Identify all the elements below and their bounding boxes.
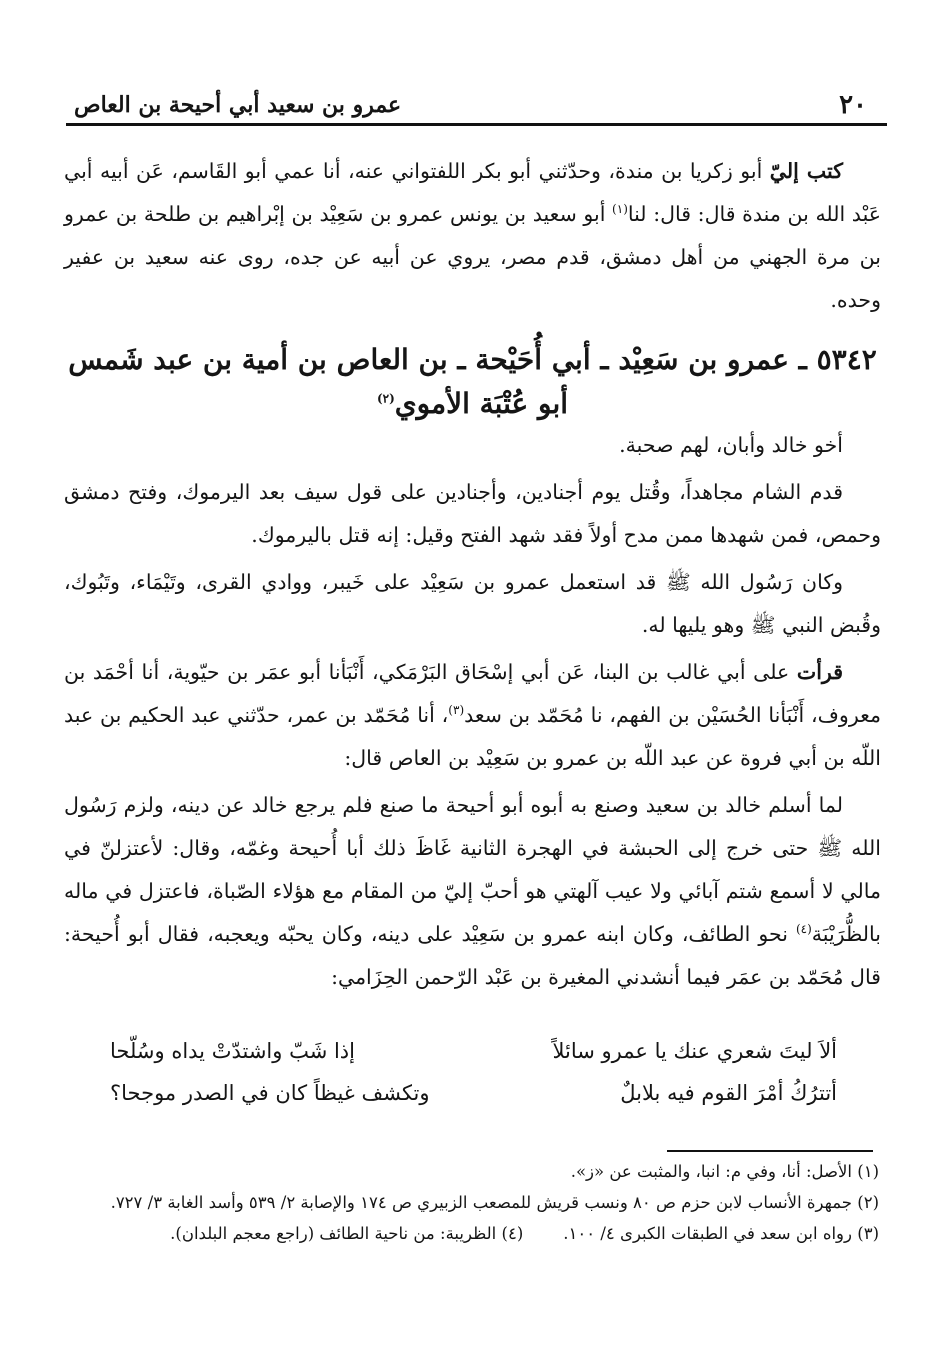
paragraph-4-text-a: على أبي غالب بن البنا، عَن أبي إسْحَاق البَرْمَكي، أَنْبَأنا أبو عمَر بن حيّوية، أنا أحْمَد بن معروف، أَنْبَأنا الحُسَيْن بن الفهم، نا مُحَمّد بن سعد: [64, 660, 881, 727]
verse-2-first-hemistich: أتترُكُ أمْرَ القوم فيه بلابلٌ: [620, 1081, 837, 1105]
entry-kunya-text: أبو عُتْبَة الأموي: [394, 387, 569, 420]
paragraph-1: أخو خالد وأبان، لهم صحبة.: [619, 433, 843, 457]
poem: [110, 1030, 837, 1114]
paragraph-4-text-b: ، أنا مُحَمّد بن عمر، حدّثني عبد الحكيم بن عبد اللّه بن أبي فروة عن عبد اللّه بن عمرو بن سَعِيْد بن العاص قال:: [64, 703, 881, 770]
footnote-4: (٤) الظريبة: من ناحية الطائف (راجع معجم البلدان).: [170, 1224, 524, 1243]
footnotes-row: [66, 1218, 879, 1249]
footnote-2: (٢) جمهرة الأنساب لابن حزم ص ٨٠ ونسب قريش للمصعب الزبيري ص ١٧٤ والإصابة ٢/ ٥٣٩ وأسد الغابة ٣/ ٧٢٧.: [110, 1193, 879, 1212]
paragraph-3: وكان رَسُول الله ﷺ قد استعمل عمرو بن سَعِيْد على خَيبر، ووادي القرى، وتَيْمَاء، وتَبُوك، وقُبض النبي ﷺ وهو يليها له.: [64, 570, 881, 637]
paragraph-4-lead: قرأت: [796, 660, 843, 684]
main-text: [64, 424, 881, 999]
entry-title: ٥٣٤٢ ـ عمرو بن سَعِيْد ـ أبي أُحَيْحة ـ بن العاص بن أمية بن عبد شَمس: [68, 343, 877, 376]
paragraph-2: قدم الشام مجاهداً، وقُتل يوم أجنادين، وأجنادين على قول سيف بعد اليرموك، وفتح دمشق وحمص، فمن شهدها ممن مدح أولاً فقد شهد الفتح وقيل: إنه قتل باليرموك.: [64, 480, 881, 547]
verse-1-first-hemistich: ألاَ ليتَ شعري عنك يا عمرو سائلاً: [552, 1039, 837, 1063]
intro-lead: كتب إليّ: [769, 159, 843, 183]
footnote-3: (٣) رواه ابن سعد في الطبقات الكبرى ٤/ ١٠٠.: [563, 1224, 879, 1243]
footnote-marker-3: (٣): [448, 703, 465, 718]
header-rule: [66, 123, 887, 126]
footnotes: [66, 1156, 879, 1249]
verse-1: [110, 1030, 837, 1072]
entry-heading: [64, 338, 881, 426]
entry-kunya: [64, 382, 881, 426]
page-header: [66, 80, 887, 126]
paragraph-5-text-b: نحو الطائف، وكان ابنه عمرو بن سَعِيْد على دينه، وكان يحبّه ويعجبه، فقال أبو أُحيحة: قال مُحَمّد بن عمَر فيما أنشدني المغيرة بن عَبْد الرّحمن الحِزَامي:: [64, 922, 881, 989]
verse-1-second-hemistich: إذا شَبّ واشتدّتْ يداه وسُلّحا: [110, 1039, 355, 1063]
running-title: عمرو بن سعيد أبي أحيحة بن العاص: [74, 92, 402, 118]
intro-paragraph: [64, 150, 881, 322]
intro-text-2: أبو سعيد بن يونس عمرو بن سَعِيْد بن إبْراهيم بن طلحة بن عمرو بن مرة الجهني من أهل دمشق، قدم مصر، يروي عن أبيه عن جده، روى عنه سعيد بن عفير وحده.: [64, 202, 881, 312]
footnote-marker-4: (٤): [795, 922, 812, 937]
intro-block: [64, 150, 881, 322]
page-number: ٢٠: [839, 90, 867, 120]
footnote-rule: [667, 1150, 873, 1152]
verse-2: [110, 1072, 837, 1114]
paragraph-4: [64, 651, 881, 780]
verse-2-second-hemistich: وتكشف غيظاً كان في الصدر موجحا؟: [110, 1081, 430, 1105]
paragraph-5-text-a: لما أسلم خالد بن سعيد وصنع به أبوه أبو أحيحة ما صنع فلم يرجع خالد عن دينه، ولزم رَسُول الله ﷺ حتى خرج إلى الحبشة في الهجرة الثانية غَاظَ ذلك أبا أُحيحة وغمّه، وقال: لأعتزلنّ في مالي لا أسمع شتم آبائي ولا عيب آلهتي هو أحبّ إليّ من المقام مع هؤلاء الصّباة، فاعتزل في ماله بالظُّرَيْبَة: [64, 793, 881, 946]
footnote-marker-2: (٢): [376, 391, 395, 406]
intro-text: أبو زكريا بن مندة، وحدّثني أبو بكر اللفتواني عنه، أنا عمي أبو القَاسم، عَن أبيه أبي عَبْد الله بن مندة قال: قال: لنا: [64, 159, 881, 226]
footnote-marker-1: (١): [612, 202, 628, 217]
paragraph-5: [64, 784, 881, 999]
footnote-1: (١) الأصل: أنا، وفي م: انبا، والمثبت عن «ز».: [570, 1162, 879, 1181]
